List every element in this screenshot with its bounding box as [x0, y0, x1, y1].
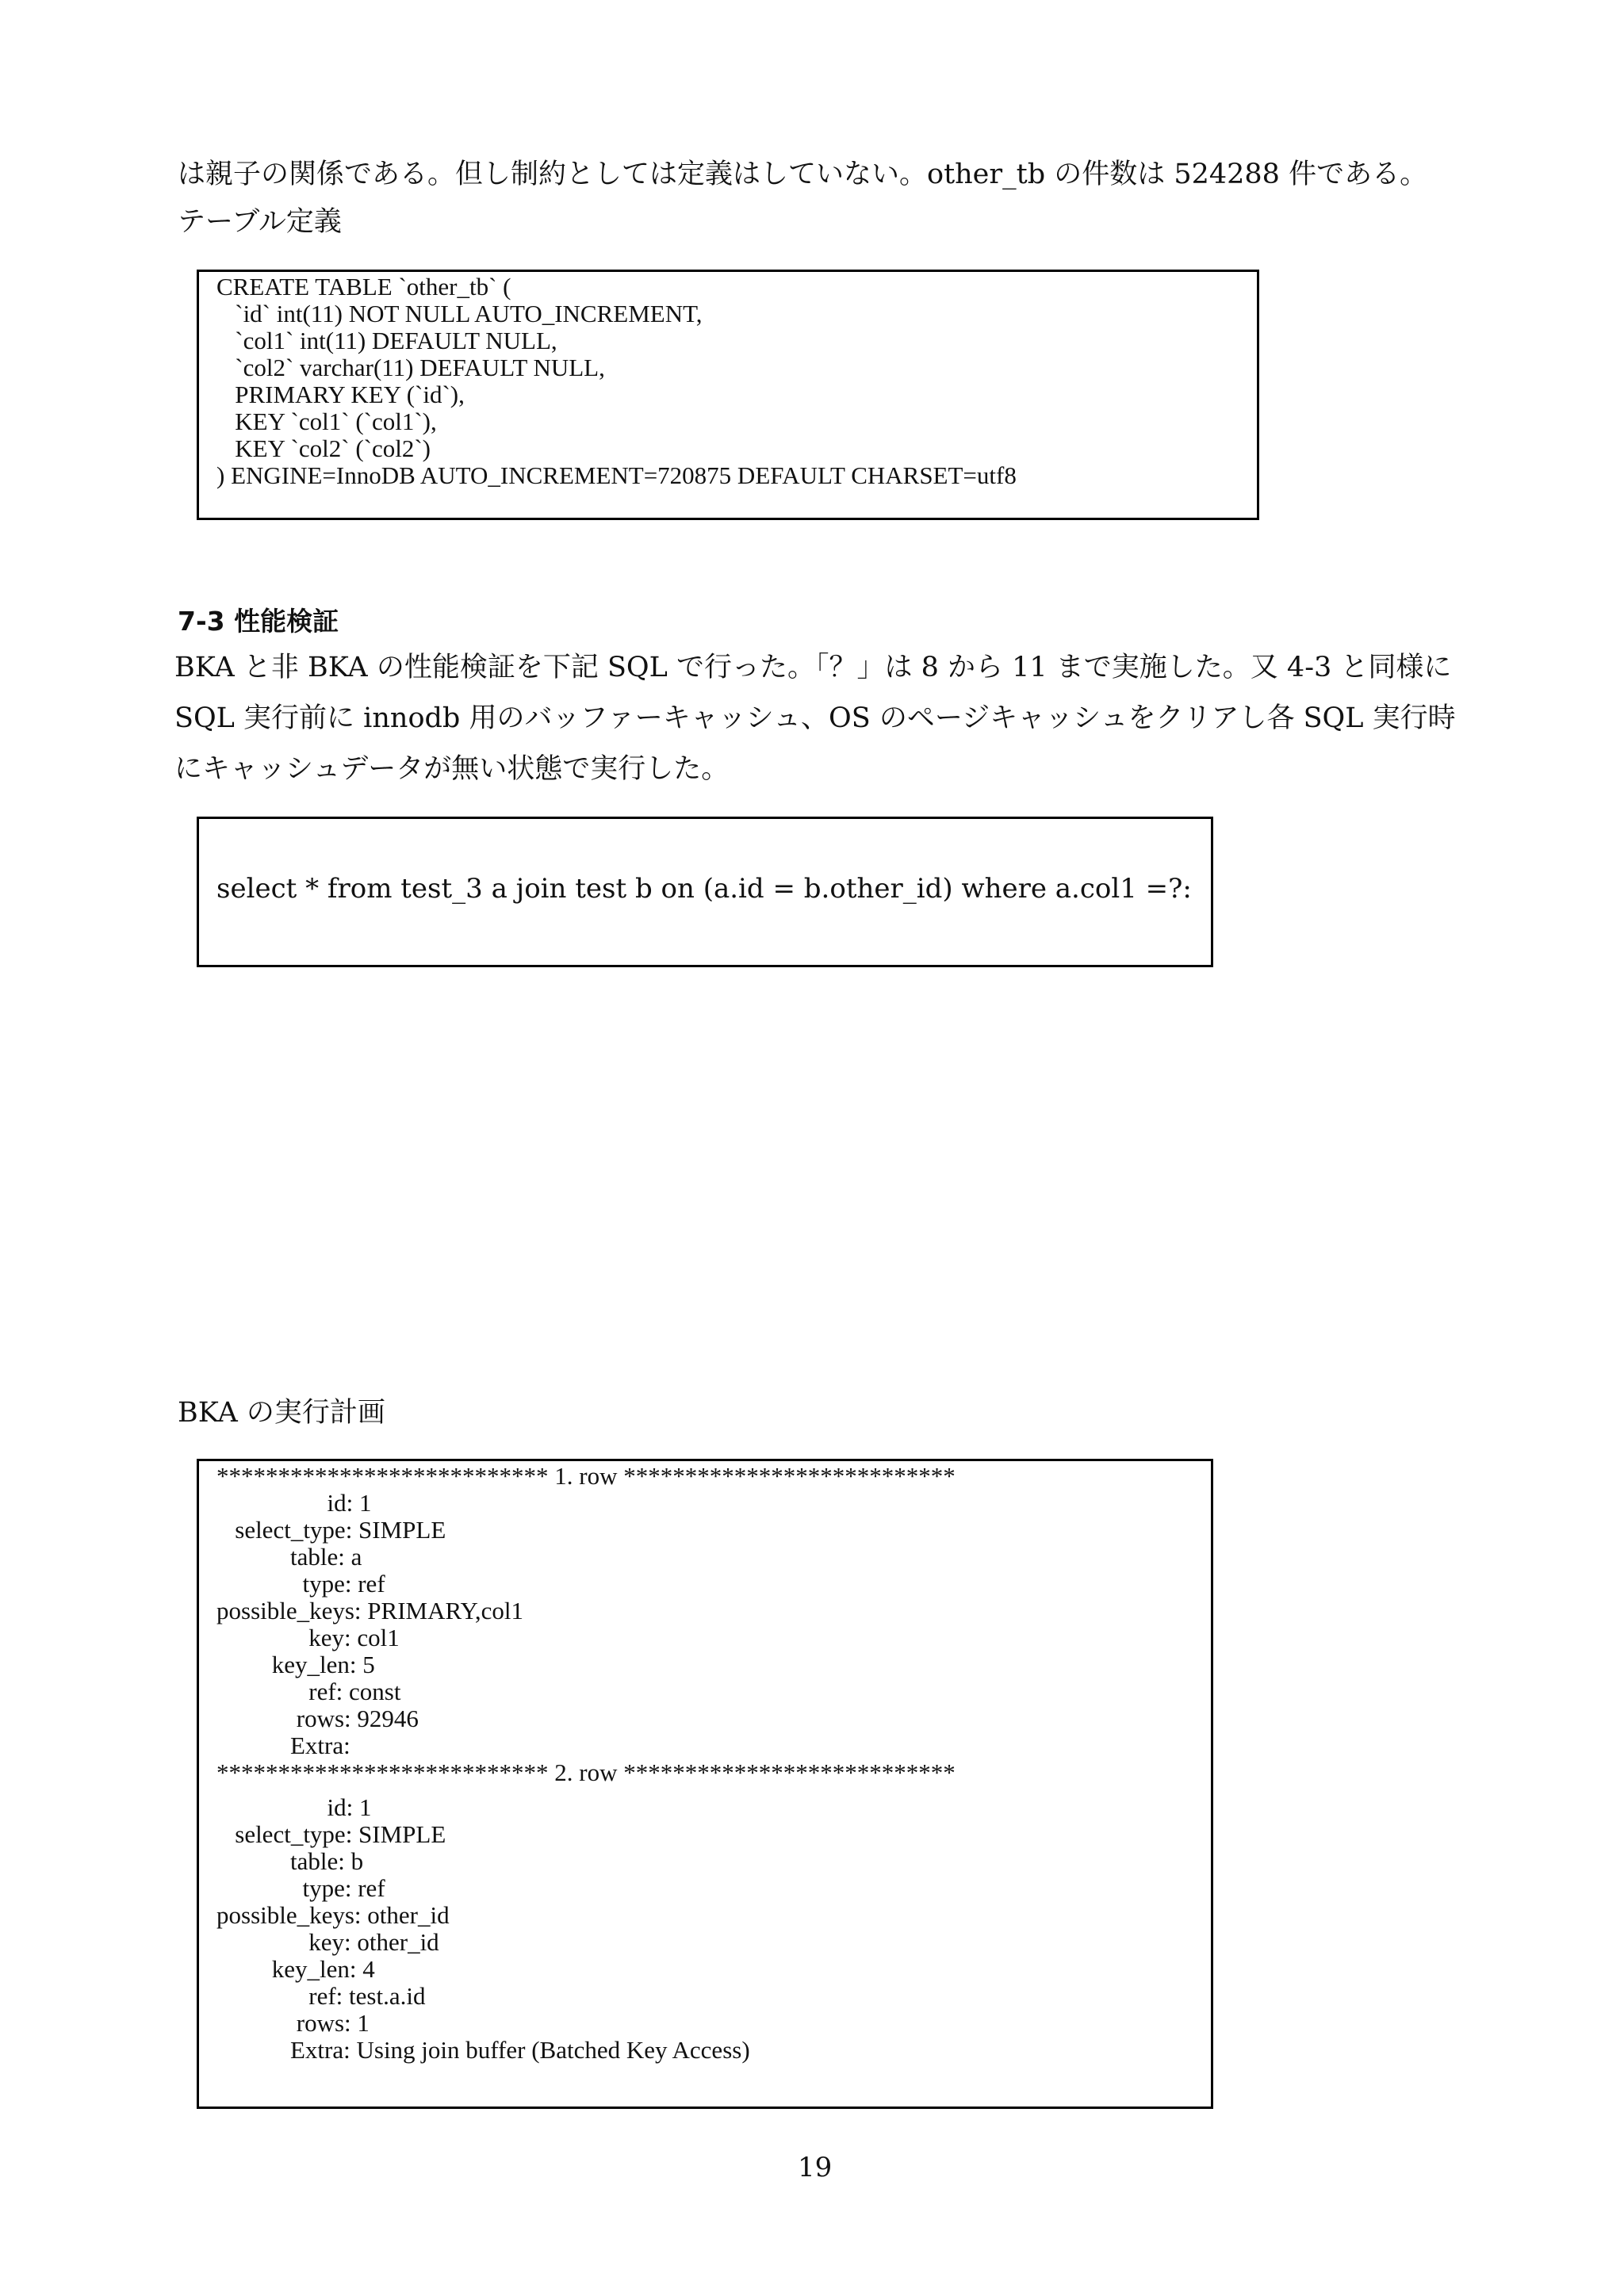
plan-line: type: ref — [216, 1570, 385, 1598]
plan-line: id: 1 — [216, 1489, 372, 1517]
plan-line: table: b — [216, 1847, 364, 1875]
code-line: KEY `col1` (`col1`), — [216, 408, 437, 435]
plan-line: key_len: 4 — [216, 1955, 375, 1983]
section-paragraph-line-1: BKA と非 BKA の性能検証を下記 SQL で行った。「？」は 8 から 11 まで実施した。又 4-3 と同様に — [174, 652, 1452, 683]
plan-line: rows: 92946 — [216, 1705, 419, 1732]
sql-query-box — [197, 817, 1213, 967]
section-paragraph-line-3: にキャッシュデータが無い状態で実行した。 — [174, 753, 730, 785]
plan-line: key: other_id — [216, 1928, 439, 1956]
code-line: PRIMARY KEY (`id`), — [216, 381, 465, 408]
section-heading: 7-3 性能検証 — [178, 606, 339, 637]
code-line: `col1` int(11) DEFAULT NULL, — [216, 327, 557, 354]
plan-line: ref: const — [216, 1678, 401, 1705]
code-line: KEY `col2` (`col2`) — [216, 434, 431, 462]
code-line: `id` int(11) NOT NULL AUTO_INCREMENT, — [216, 300, 703, 327]
plan-line: type: ref — [216, 1874, 385, 1902]
section-paragraph-line-2: SQL 実行前に innodb 用のバッファーキャッシュ、OS のページキャッシュをクリアし各 SQL 実行時 — [174, 702, 1456, 734]
code-line: CREATE TABLE `other_tb` ( — [216, 273, 511, 300]
plan-line: id: 1 — [216, 1793, 372, 1821]
plan-line: ref: test.a.id — [216, 1982, 426, 2010]
intro-line-2: テーブル定義 — [178, 206, 342, 238]
plan-line: key: col1 — [216, 1624, 400, 1651]
plan-line: *************************** 1. row *************************** — [216, 1462, 956, 1490]
plan-title: BKA の実行計画 — [178, 1397, 385, 1429]
plan-line: key_len: 5 — [216, 1651, 375, 1678]
plan-line: rows: 1 — [216, 2009, 370, 2037]
table-definition-box — [197, 270, 1259, 520]
sql-query: select * from test_3 a join test b on (a.id = b.other_id) where a.col1 =?: — [216, 873, 1192, 905]
code-line: `col2` varchar(11) DEFAULT NULL, — [216, 354, 605, 381]
code-line: ) ENGINE=InnoDB AUTO_INCREMENT=720875 DEFAULT CHARSET=utf8 — [216, 461, 1017, 489]
plan-line: select_type: SIMPLE — [216, 1820, 446, 1848]
plan-line: possible_keys: PRIMARY,col1 — [216, 1597, 523, 1624]
intro-line-1: は親子の関係である。但し制約としては定義はしていない。other_tb の件数は 524288 件である。 — [178, 159, 1428, 190]
plan-line: possible_keys: other_id — [216, 1901, 450, 1929]
plan-line: Extra: Using join buffer (Batched Key Access) — [216, 2036, 750, 2064]
plan-line: select_type: SIMPLE — [216, 1516, 446, 1544]
plan-line: table: a — [216, 1543, 362, 1571]
plan-line: Extra: — [216, 1732, 350, 1759]
page-number: 19 — [798, 2152, 833, 2183]
execution-plan-box — [197, 1459, 1213, 2109]
plan-line: *************************** 2. row *************************** — [216, 1758, 956, 1786]
